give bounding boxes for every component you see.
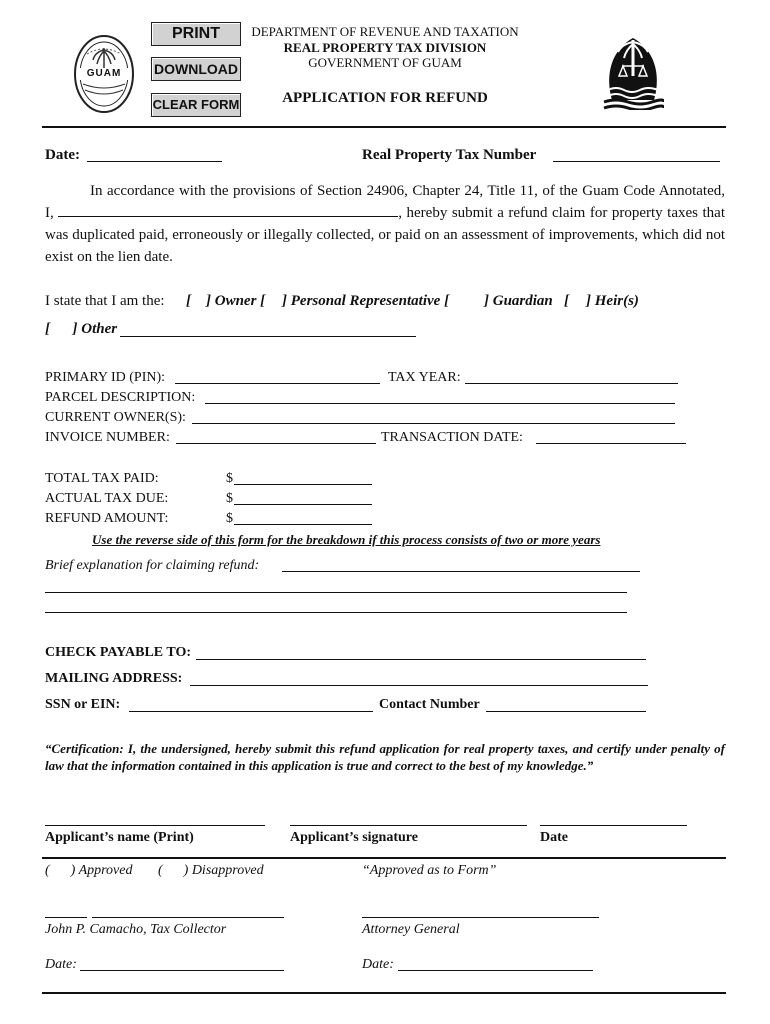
total-tax-label: TOTAL TAX PAID: bbox=[45, 471, 159, 486]
refund-amount-currency: $ bbox=[226, 511, 233, 526]
explanation-field-3[interactable] bbox=[45, 612, 627, 613]
actual-tax-label: ACTUAL TAX DUE: bbox=[45, 491, 169, 506]
attorney-date-label: Date: bbox=[362, 957, 394, 972]
contact-number-field[interactable] bbox=[486, 711, 646, 712]
ssn-label: SSN or EIN: bbox=[45, 697, 121, 712]
refund-amount-label: REFUND AMOUNT: bbox=[45, 511, 169, 526]
pin-label: PRIMARY ID (PIN): bbox=[45, 370, 166, 385]
approved-as-to-form: “Approved as to Form” bbox=[362, 863, 497, 878]
capacity-guardian[interactable]: ] Guardian [ bbox=[484, 293, 570, 309]
government-name: GOVERNMENT OF GUAM bbox=[308, 55, 462, 70]
parcel-field[interactable] bbox=[205, 403, 675, 404]
owner-field[interactable] bbox=[192, 423, 675, 424]
contact-number-label: Contact Number bbox=[379, 697, 480, 712]
signature-date-line[interactable] bbox=[540, 825, 687, 826]
capacity-owner[interactable]: [ ] Owner [ bbox=[186, 293, 266, 309]
explanation-field-1[interactable] bbox=[282, 571, 640, 572]
applicant-name-label: Applicant’s name (Print) bbox=[45, 830, 194, 845]
department-name: DEPARTMENT OF REVENUE AND TAXATION bbox=[251, 24, 519, 39]
header-divider bbox=[42, 126, 726, 128]
capacity-other[interactable]: [ ] Other bbox=[45, 321, 118, 337]
explanation-field-2[interactable] bbox=[45, 592, 627, 593]
seal-text: GUAM bbox=[86, 68, 122, 79]
actual-tax-currency: $ bbox=[226, 491, 233, 506]
other-field[interactable] bbox=[120, 336, 416, 337]
collector-signature-line[interactable] bbox=[92, 917, 284, 918]
collector-date-label: Date: bbox=[45, 957, 77, 972]
approved-checkbox[interactable]: ( ) Approved bbox=[45, 863, 133, 878]
tax-collector-name: John P. Camacho, Tax Collector bbox=[45, 922, 227, 937]
reverse-side-note: Use the reverse side of this form for the breakdown if this process consists of two or more years bbox=[92, 532, 601, 547]
invoice-field[interactable] bbox=[176, 443, 376, 444]
intro-paragraph bbox=[45, 180, 725, 268]
owner-label: CURRENT OWNER(S): bbox=[45, 410, 186, 425]
approval-divider bbox=[42, 857, 726, 859]
certification-text: “Certification: I, the undersigned, hereby submit this refund application for real property taxes, and certify under penalty of law that the information contained in this application is true and correct to the best of my knowledge.” bbox=[45, 741, 725, 773]
capacity-personal-rep[interactable]: ] Personal Representative [ bbox=[282, 293, 450, 309]
rpt-number-label: Real Property Tax Number bbox=[362, 147, 537, 163]
download-button[interactable]: DOWNLOAD bbox=[151, 57, 241, 81]
tax-year-field[interactable] bbox=[465, 383, 678, 384]
form-title: APPLICATION FOR REFUND bbox=[282, 90, 488, 106]
transaction-field[interactable] bbox=[536, 443, 686, 444]
total-tax-currency: $ bbox=[226, 471, 233, 486]
tax-division-logo bbox=[602, 30, 664, 110]
mailing-address-label: MAILING ADDRESS: bbox=[45, 671, 183, 686]
pin-field[interactable] bbox=[175, 383, 380, 384]
attorney-general-label: Attorney General bbox=[362, 922, 460, 937]
check-payable-field[interactable] bbox=[196, 659, 646, 660]
collector-date-field[interactable] bbox=[80, 970, 284, 971]
print-button[interactable]: PRINT bbox=[151, 22, 241, 46]
division-name: REAL PROPERTY TAX DIVISION bbox=[283, 40, 487, 55]
applicant-signature-label: Applicant’s signature bbox=[290, 830, 418, 845]
explanation-label-text: Brief explanation for claiming refund bbox=[45, 558, 255, 573]
date-field[interactable] bbox=[87, 161, 222, 162]
footer-divider bbox=[42, 992, 726, 994]
parcel-label: PARCEL DESCRIPTION: bbox=[45, 390, 196, 405]
capacity-heir[interactable]: ] Heir(s) bbox=[586, 293, 639, 309]
tax-year-label: TAX YEAR: bbox=[388, 370, 461, 385]
capacity-lead: I state that I am the: bbox=[45, 293, 165, 309]
invoice-label: INVOICE NUMBER: bbox=[45, 430, 170, 445]
clear-form-button[interactable]: CLEAR FORM bbox=[151, 93, 241, 117]
intro-text-2: , hereby submit a refund claim for property taxes that was duplicated paid, erroneously or illegally collected, or paid on an assessment of improvements, which did not exist on the lien date. bbox=[45, 205, 725, 265]
date-label: Date: bbox=[45, 147, 80, 163]
mailing-address-field[interactable] bbox=[190, 685, 648, 686]
rpt-number-field[interactable] bbox=[553, 161, 720, 162]
signature-date-label: Date bbox=[540, 830, 568, 845]
collector-signature-initial[interactable] bbox=[45, 917, 87, 918]
refund-amount-field[interactable] bbox=[234, 524, 372, 525]
disapproved-checkbox[interactable]: ( ) Disapproved bbox=[158, 863, 264, 878]
total-tax-field[interactable] bbox=[234, 484, 372, 485]
actual-tax-field[interactable] bbox=[234, 504, 372, 505]
attorney-date-field[interactable] bbox=[398, 970, 593, 971]
applicant-name-line[interactable] bbox=[45, 825, 265, 826]
explanation-label: Brief explanation for claiming refund: bbox=[45, 558, 260, 573]
attorney-signature-line[interactable] bbox=[362, 917, 599, 918]
ssn-field[interactable] bbox=[129, 711, 373, 712]
intro-text-1: In accordance with the provisions of Section 24906, Chapter 24, Title 11, of the Guam Code Annotated, I, bbox=[45, 183, 725, 221]
claimant-name-field[interactable] bbox=[58, 204, 398, 217]
applicant-signature-line[interactable] bbox=[290, 825, 527, 826]
transaction-label: TRANSACTION DATE: bbox=[381, 430, 523, 445]
check-payable-label: CHECK PAYABLE TO: bbox=[45, 645, 192, 660]
